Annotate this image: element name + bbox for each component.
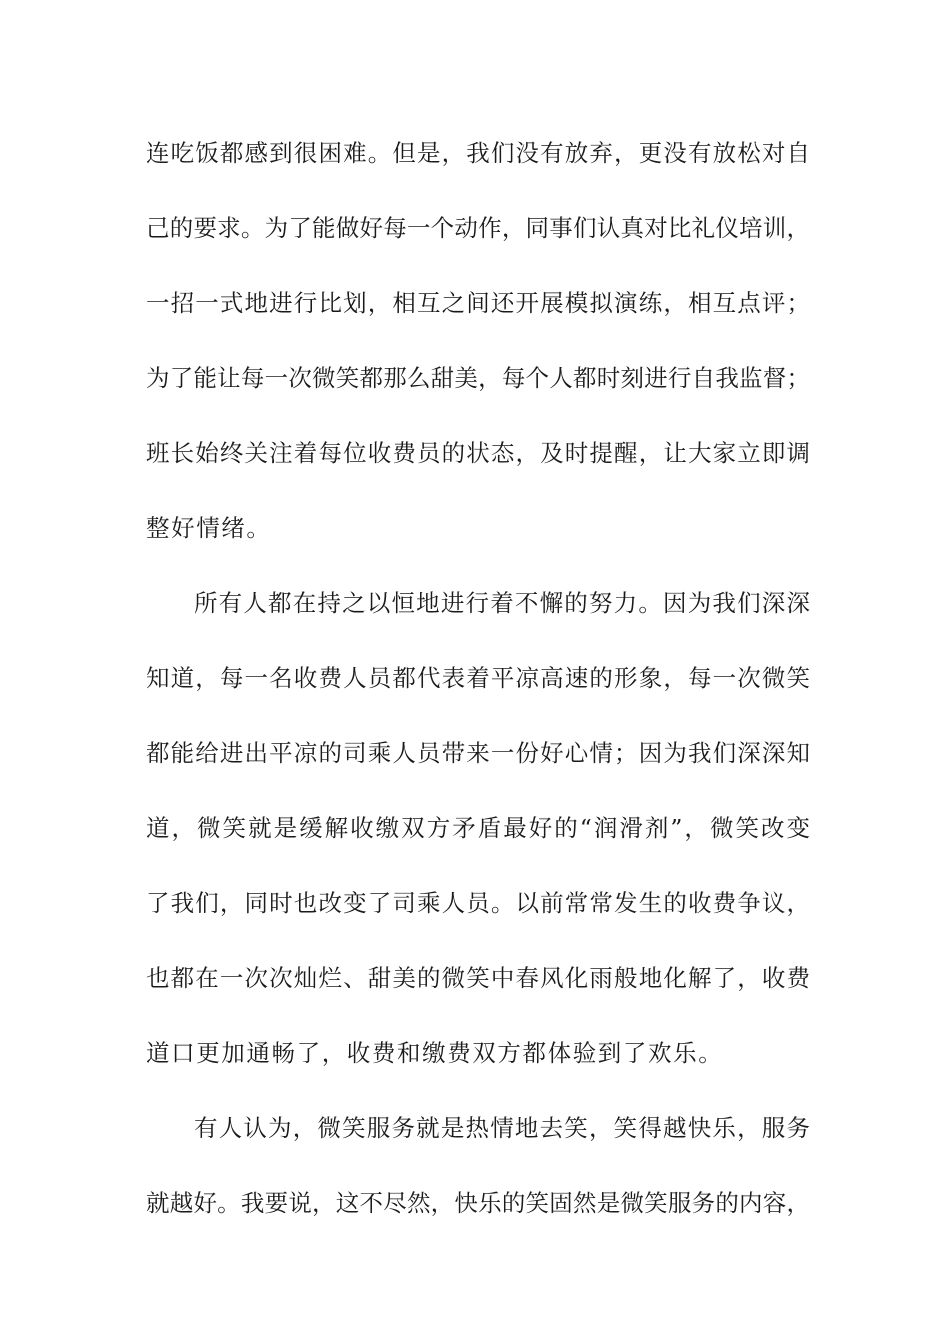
paragraph-first-line: 有人认为，微笑服务就是热情地去笑，笑得越快乐，服务 (194, 1114, 810, 1142)
text-line: 了我们，同时也改变了司乘人员。以前常常发生的收费争议， (146, 889, 810, 917)
text-line: 道，微笑就是缓解收缴双方矛盾最好的“润滑剂”，微笑改变 (146, 814, 810, 842)
text-line: 就越好。我要说，这不尽然，快乐的笑固然是微笑服务的内容， (146, 1189, 810, 1217)
text-line: 班长始终关注着每位收费员的状态，及时提醒，让大家立即调 (146, 439, 810, 467)
text-line: 都能给进出平凉的司乘人员带来一份好心情；因为我们深深知 (146, 739, 810, 767)
paragraph-first-line: 所有人都在持之以恒地进行着不懈的努力。因为我们深深 (194, 589, 810, 617)
text-line: 整好情绪。 (146, 514, 272, 542)
text-line: 为了能让每一次微笑都那么甜美，每个人都时刻进行自我监督； (146, 364, 810, 392)
text-line: 道口更加通畅了，收费和缴费双方都体验到了欢乐。 (146, 1039, 724, 1067)
text-line: 连吃饭都感到很困难。但是，我们没有放弃，更没有放松对自 (146, 139, 810, 167)
body-text (146, 130, 810, 1255)
text-line: 知道，每一名收费人员都代表着平凉高速的形象，每一次微笑 (146, 664, 810, 692)
text-line: 也都在一次次灿烂、甜美的微笑中春风化雨般地化解了，收费 (146, 964, 810, 992)
text-line: 一招一式地进行比划，相互之间还开展模拟演练，相互点评； (146, 289, 810, 317)
text-line: 己的要求。为了能做好每一个动作，同事们认真对比礼仪培训， (146, 214, 810, 242)
